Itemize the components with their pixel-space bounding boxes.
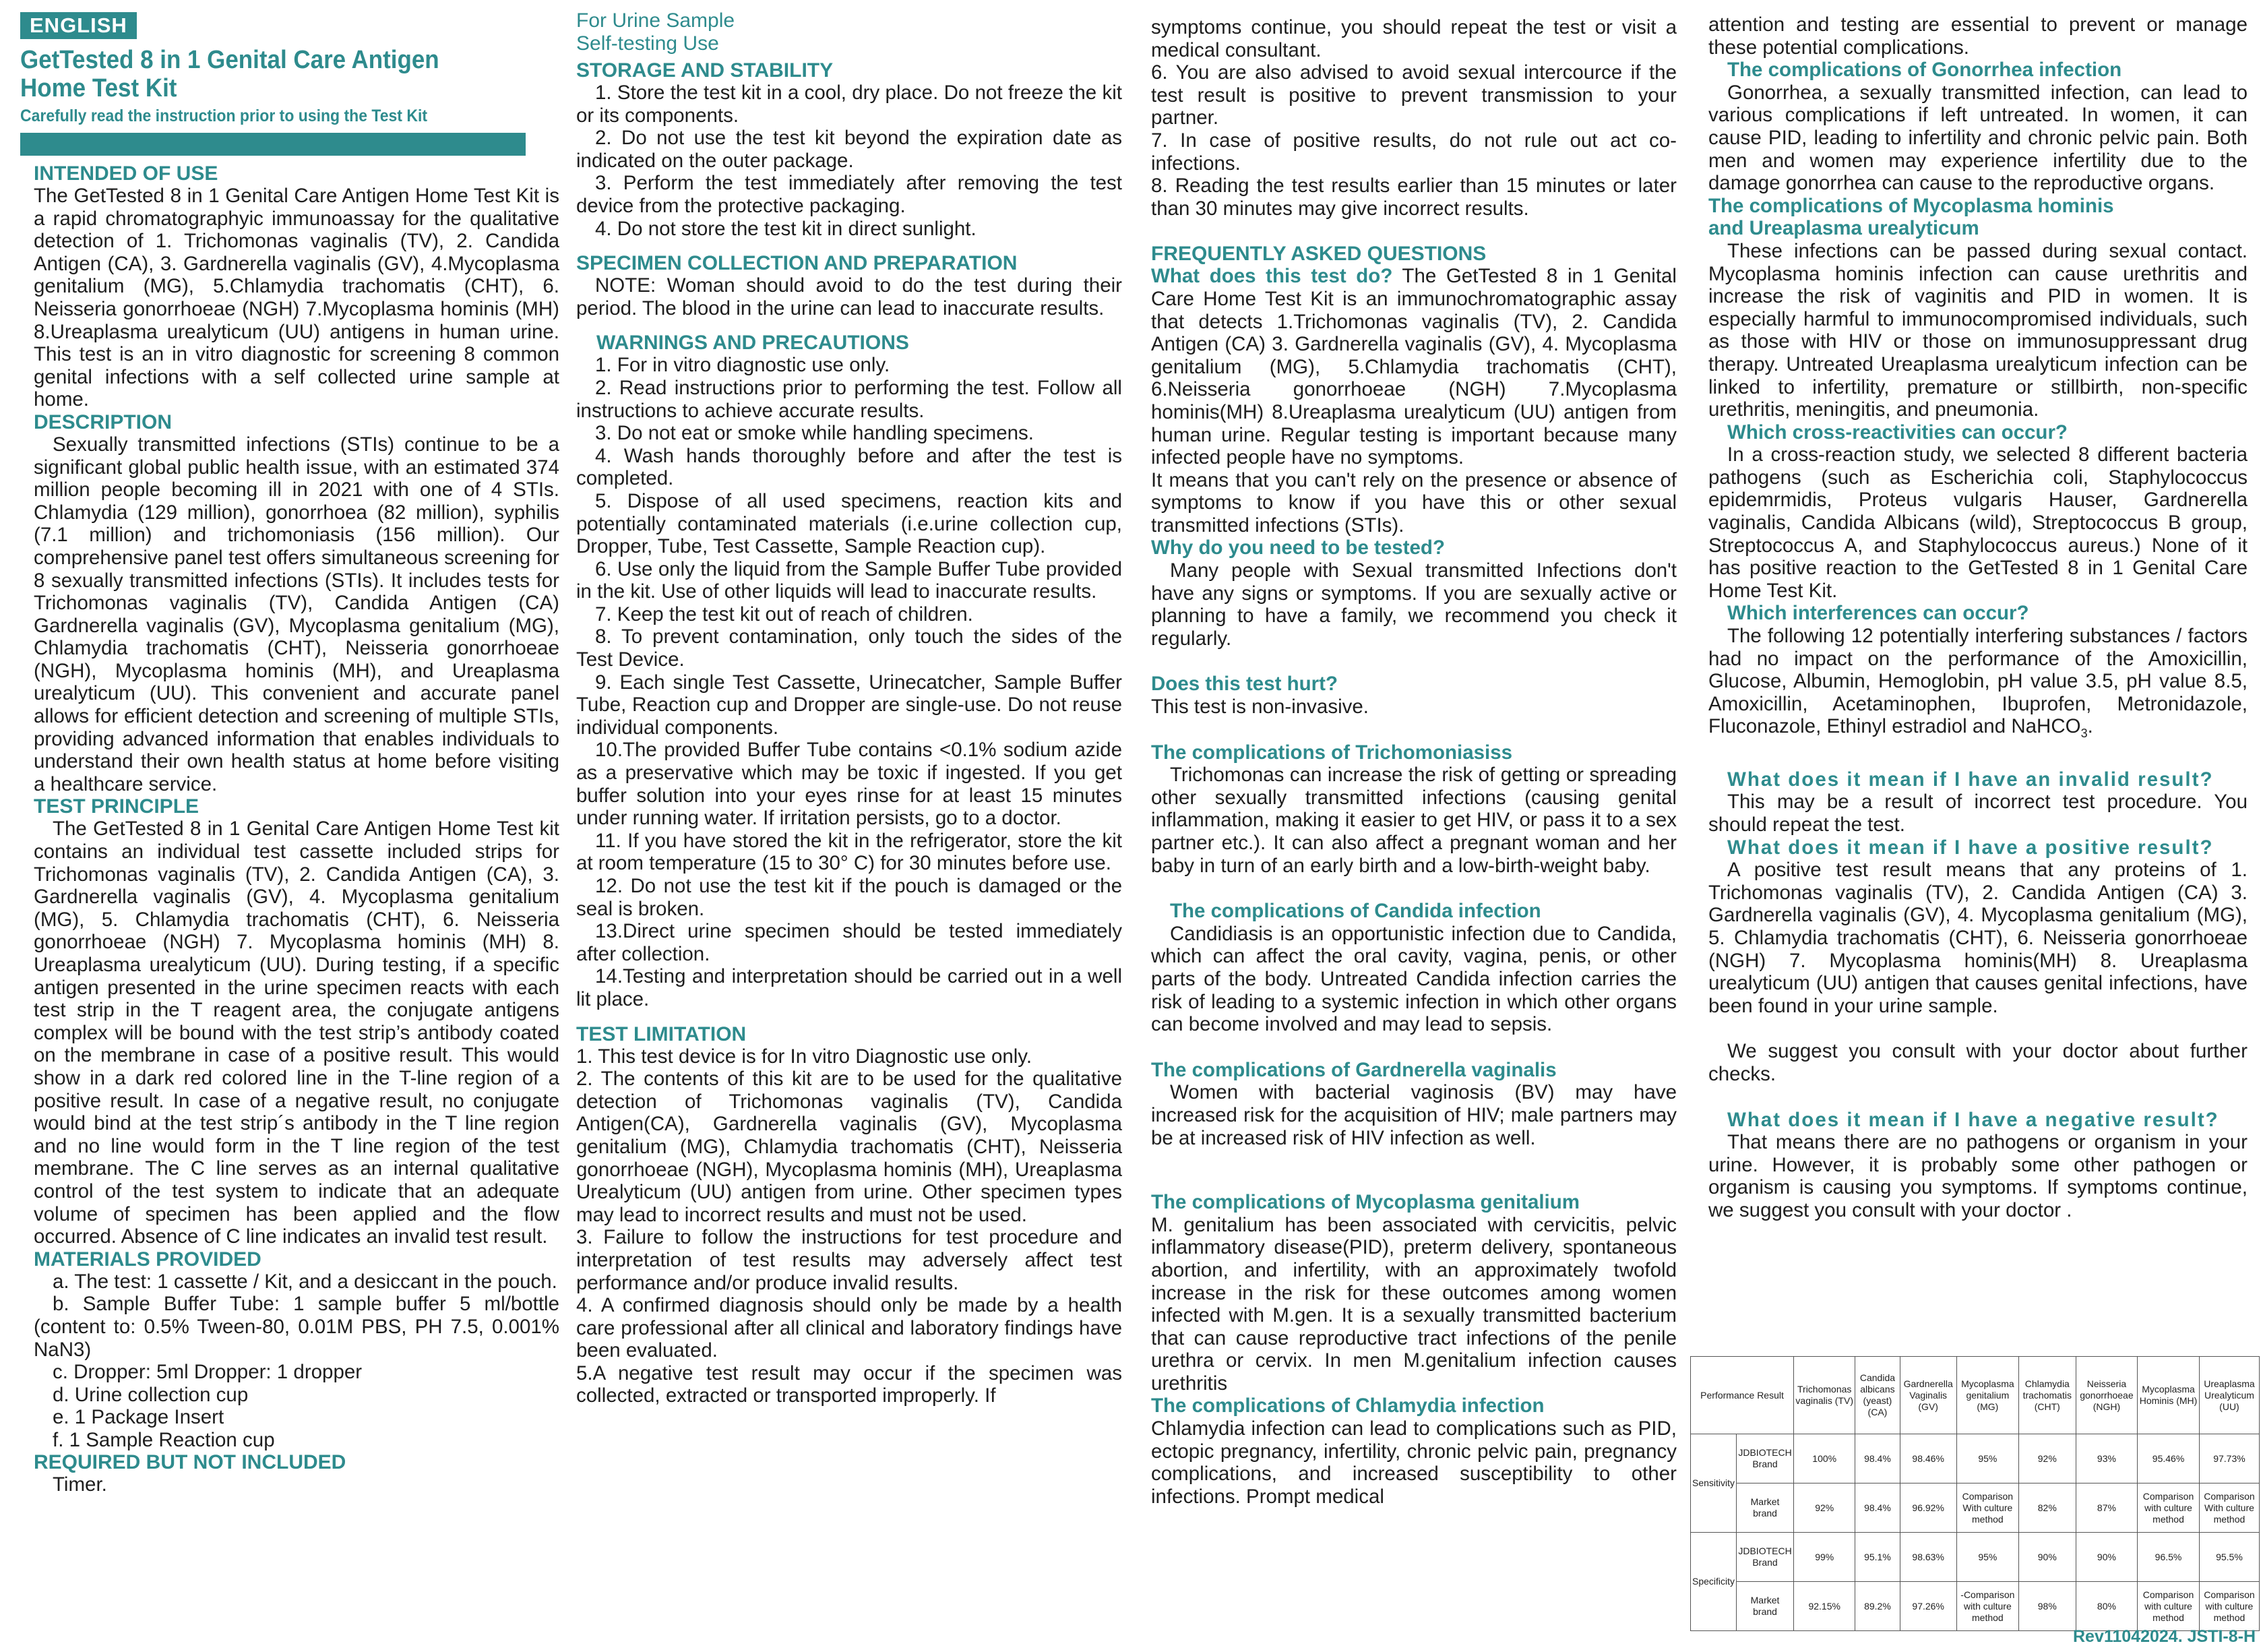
text-gardnerella: Women with bacterial vaginosis (BV) may have increased risk for the acquisition of HIV; male partners may be at increased risk of HIV infection as well. — [1151, 1081, 1677, 1149]
heading-specimen: SPECIMEN COLLECTION AND PREPARATION — [576, 252, 1018, 275]
table-cell: -Comparison with culture method — [1956, 1582, 2018, 1631]
table-cell: 92% — [1794, 1483, 1855, 1533]
text-intended-use: The GetTested 8 in 1 Genital Care Antigen Home Test Kit is a rapid chromatographyic immunoassay for the qualitative detection of 1. Trichomonas vaginalis (TV), 2. Candida Antigen (CA), 3. Gardnerella vaginalis (GV), 4.Mycoplasma genitalium (MG), 5.Chlamydia trachomatis (CHT), 6. Neisseria gonorrhoeae (NGH) 7.Mycoplasma hominis (MH) 8.Ureaplasma urealyticum (UU) antigens in human urine. This test is an in vitro diagnostic for screening 8 common genital infections with a self collected urine sample at home. — [34, 185, 559, 411]
table-cell: Comparison with culture method — [2138, 1582, 2200, 1631]
materials-item: e. 1 Package Insert — [53, 1406, 224, 1429]
heading-mycoplasma-hominis-1: The complications of Mycoplasma hominis — [1708, 194, 2114, 217]
table-column-header: Trichomonas vaginalis (TV) — [1794, 1357, 1855, 1434]
table-cell: 96.5% — [2138, 1533, 2200, 1582]
heading-intended-use: INTENDED OF USE — [34, 162, 218, 185]
text-candida: Candidiasis is an opportunistic infection due to Candida, which can affect the oral cavity, vagina, penis, or other parts of the body. Untreated Candida infection carries the risk of leading to a systemic infection in which other organs can become involved and may lead to sepsis. — [1151, 922, 1677, 1036]
table-cell: 92% — [2018, 1434, 2076, 1483]
table-cell: 98.46% — [1900, 1434, 1956, 1483]
materials-item: d. Urine collection cup — [53, 1383, 249, 1406]
heading-negative-result: What does it mean if I have a negative result? — [1727, 1108, 2219, 1131]
table-cell: 95.5% — [2199, 1533, 2259, 1582]
heading-interferences: Which interferences can occur? — [1727, 602, 2029, 625]
table-cell: 95.46% — [2138, 1434, 2200, 1483]
heading-candida: The complications of Candida infection — [1170, 900, 1541, 923]
heading-materials: MATERIALS PROVIDED — [34, 1248, 261, 1271]
storage-item: 4. Do not store the test kit in direct sunlight. — [595, 217, 977, 240]
warnings-item: 8. To prevent contamination, only touch the sides of the Test Device. — [576, 625, 1122, 671]
table-cell: Comparison With culture method — [2199, 1483, 2259, 1533]
column-1 — [20, 0, 559, 1652]
heading-gonorrhea: The complications of Gonorrhea infection — [1727, 59, 2122, 82]
table-column-header: Chlamydia trachomatis (CHT) — [2018, 1357, 2076, 1434]
heading-invalid-result: What does it mean if I have an invalid result? — [1727, 768, 2214, 791]
heading-mycoplasma-hominis-2: and Ureaplasma urealyticum — [1708, 217, 1979, 240]
heading-faq: FREQUENTLY ASKED QUESTIONS — [1151, 243, 1487, 266]
text-gonorrhea: Gonorrhea, a sexually transmitted infection, can lead to various complications if left untreated. In women, it can cause PID, leading to infertility and chronic pelvic pain. Both men and women may experience infertility due to the damage gonorrhea can cause to the reproductive organs. — [1708, 81, 2248, 195]
faq-answer-2: Many people with Sexual transmitted Infections don't have any signs or symptoms. If you are sexually active or planning to have a family, we recommend you check it regularly. — [1151, 559, 1677, 650]
heading-trichomoniasis: The complications of Trichomoniasiss — [1151, 741, 1513, 764]
warnings-item: 11. If you have stored the kit in the refrigerator, store the kit at room temperature (15 to 30° C) for 30 minutes before use. — [576, 829, 1122, 875]
table-cell: 96.92% — [1900, 1483, 1956, 1533]
text-description: Sexually transmitted infections (STIs) continue to be a significant global public health issue, with an estimated 374 million people becoming ill in 2021 with one of 4 STIs. Chlamydia (129 million), gonorrhoea (82 million), syphilis (7.1 million) and trichomoniasis (156 million). Our comprehensive panel test offers simultaneous screening for 8 sexually transmitted infections (STIs). It includes tests for Trichomonas vaginalis (TV), Candida Antigen (CA) Gardnerella vaginalis (GV), Mycoplasma genitalium (MG), Chlamydia trachomatis (CHT), Neisseria gonorrhoeae (NGH), Mycoplasma hominis (MH), and Ureaplasma urealyticum (UU). This convenient and accurate panel allows for efficient detection and screening of multiple STIs, providing advanced information that enables individuals to understand their own health status at home before visiting a healthcare service. — [34, 433, 559, 795]
heading-gardnerella: The complications of Gardnerella vaginalis — [1151, 1058, 1557, 1081]
text-chlamydia-continued: attention and testing are essential to prevent or manage these potential complications. — [1708, 13, 2248, 59]
heading-cross-reactivity: Which cross-reactivities can occur? — [1727, 421, 2068, 443]
section-intended-use — [20, 162, 559, 1496]
table-column-header: Mycoplasma genitalium (MG) — [1956, 1357, 2018, 1434]
title-divider-bar — [20, 133, 526, 156]
table-cell: Comparison with culture method — [2138, 1483, 2200, 1533]
warnings-item: 9. Each single Test Cassette, Urinecatcher, Sample Buffer Tube, Reaction cup and Dropper are single-use. Do not reuse individual components. — [576, 671, 1122, 739]
revision-code: Rev11042024. JSTI-8-H — [2072, 1627, 2256, 1646]
limitation-item: 7. In case of positive results, do not rule out act co-infections. — [1151, 129, 1677, 175]
table-cell: 90% — [2018, 1533, 2076, 1582]
heading-limitation: TEST LIMITATION — [576, 1022, 747, 1045]
table-cell: 82% — [2018, 1483, 2076, 1533]
warnings-item: 5. Dispose of all used specimens, reaction kits and potentially contaminated materials (i.e.urine collection cup, Dropper, Tube, Test Cassette, Sample Reaction cup). — [576, 489, 1122, 558]
warnings-item: 4. Wash hands thoroughly before and after the test is completed. — [576, 444, 1122, 490]
table-column-header: Candida albicans (yeast) (CA) — [1855, 1357, 1900, 1434]
table-cell: 98.4% — [1855, 1434, 1900, 1483]
table-cell: 97.73% — [2199, 1434, 2259, 1483]
performance-table — [1690, 1356, 2260, 1631]
table-cell: 97.26% — [1900, 1582, 1956, 1631]
title-line-2: Home Test Kit — [20, 74, 177, 102]
table-cell: Comparison With culture method — [1956, 1483, 2018, 1533]
text-trichomoniasis: Trichomonas can increase the risk of getting or spreading other sexually transmitted infections (causing genital inflammation, making it easier to get HIV, or pass it to a sex partner etc.). It can also affect a pregnant woman and her baby in turn of an early birth and a low-birth-weight baby. — [1151, 764, 1677, 877]
language-tag: ENGLISH — [20, 12, 137, 39]
limitation-item: 3. Failure to follow the instructions for test procedure and interpretation of test results may adversely affect test performance and/or produce invalid results. — [576, 1226, 1122, 1294]
text-negative-result: That means there are no pathogens or organism in your urine. However, it is probably some other pathogen or organism is causing you symptoms. If symptoms continue, we suggest you consult with your doctor . — [1708, 1131, 2248, 1221]
table-cell: 95.1% — [1855, 1533, 1900, 1582]
table-column-header: Ureaplasma Urealyticum (UU) — [2199, 1357, 2259, 1434]
text-invalid-result: This may be a result of incorrect test procedure. You should repeat the test. — [1708, 791, 2248, 836]
table-cell: 98.63% — [1900, 1533, 1956, 1582]
column-2 — [576, 0, 1122, 1652]
table-cell: 80% — [2076, 1582, 2137, 1631]
warnings-item: 1. For in vitro diagnostic use only. — [595, 354, 890, 377]
text-chlamydia: Chlamydia infection can lead to complications such as PID, ectopic pregnancy, infertility, chronic pelvic pain, pregnancy complications, and increased susceptibility to other infections. Prompt medical — [1151, 1417, 1677, 1508]
warnings-item: 2. Read instructions prior to performing the test. Follow all instructions to achieve accurate results. — [576, 376, 1122, 422]
title-line-1: GetTested 8 in 1 Genital Care Antigen — [20, 46, 439, 74]
faq-question-2: Why do you need to be tested? — [1151, 537, 1445, 559]
text-cross-reactivity: In a cross-reaction study, we selected 8 different bacteria pathogens (such as Escherichia coli, Staphylococcus epidemrmidis, Proteus vulgaris Hauser, Gardnerella vaginalis, Candida Albicans (wild), Streptococcus B group, Streptococcus A, and Staphylococcus aureus.) None of it has positive reaction to the GetTested 8 in 1 Genital Care Home Test Kit. — [1708, 443, 2248, 602]
table-cell: 99% — [1794, 1533, 1855, 1582]
materials-item: b. Sample Buffer Tube: 1 sample buffer 5 ml/bottle (content to: 0.5% Tween-80, 0.01M PBS, PH 7.5, 0.001% NaN3) — [34, 1293, 559, 1361]
table-brand-cell: Market brand — [1737, 1582, 1794, 1631]
materials-item: a. The test: 1 cassette / Kit, and a desiccant in the pouch. — [53, 1270, 557, 1293]
table-cell: 90% — [2076, 1533, 2137, 1582]
table-cell: 89.2% — [1855, 1582, 1900, 1631]
limitation-item: 5.A negative test result may occur if the specimen was collected, extracted or transported improperly. If — [576, 1362, 1122, 1407]
table-group-label: Specificity — [1691, 1533, 1737, 1631]
warnings-item: 14.Testing and interpretation should be carried out in a well lit place. — [576, 965, 1122, 1010]
limitation-item: 6. You are also advised to avoid sexual intercource if the test result is positive to prevent transmission to your partner. — [1151, 61, 1677, 129]
subscript-3: 3 — [2080, 727, 2088, 741]
table-row — [1691, 1533, 2260, 1582]
faq-answer-1-text: The GetTested 8 in 1 Genital Care Home Test Kit is an immunochromatographic assay that detects 1.Trichomonas vaginalis (TV), 2. Candida Antigen (CA) 3. Gardnerella vaginalis (GV), 4. Mycoplasma genitalium (MG), 5.Chlamydia trachomatis (CHT), 6.Neisseria gonorrhoeae (NGH) 7.Mycoplasma hominis(MH) 8.Ureaplasma urealyticum (UU) antigen from human urine. Regular testing is important because many infected people have no symptoms. — [1151, 265, 1677, 469]
table-brand-cell: JDBIOTECH Brand — [1737, 1533, 1794, 1582]
warnings-item: 13.Direct urine specimen should be tested immediately after collection. — [576, 920, 1122, 965]
table-cell: 92.15% — [1794, 1582, 1855, 1631]
text-interferences — [1708, 625, 2248, 745]
warnings-item: 7. Keep the test kit out of reach of children. — [595, 603, 973, 625]
heading-storage: STORAGE AND STABILITY — [576, 59, 834, 82]
text-interferences-body: The following 12 potentially interfering substances / factors had no impact on the performance of the Amoxicillin, Glucose, Albumin, Hemoglobin, pH value 3.5, pH value 8.5, Amoxicillin, Acetaminophen, Ibuprofen, Metronidazole, Fluconazole, Ethinyl estradiol and NaHCO — [1708, 625, 2248, 738]
text-positive-result: A positive test result means that any proteins of 1. Trichomonas vaginalis (TV), 2. Candida Antigen (CA) 3. Gardnerella vaginalis (GV), 4. Mycoplasma genitalium (MG), 5. Chlamydia trachomatis (CHT), 6. Neisseria gonorrhoeae (NGH) 7. Mycoplasma hominis(MH) 8. Ureaplasma urealyticum (UU) antigen that causes genital infections, have been found in your urine sample. — [1708, 859, 2248, 1017]
heading-description: DESCRIPTION — [34, 410, 173, 433]
heading-positive-result: What does it mean if I have a positive result? — [1727, 836, 2214, 859]
heading-mycoplasma-genitalium: The complications of Mycoplasma genitalium — [1151, 1191, 1580, 1214]
text-interferences-end: . — [2087, 715, 2093, 738]
heading-test-principle: TEST PRINCIPLE — [34, 795, 199, 818]
table-row — [1691, 1483, 2260, 1533]
text-required: Timer. — [53, 1473, 107, 1496]
table-cell: 98.4% — [1855, 1483, 1900, 1533]
storage-item: 2. Do not use the test kit beyond the expiration date as indicated on the outer package. — [576, 127, 1122, 172]
table-header-row — [1691, 1357, 2260, 1434]
usage-note — [576, 9, 1122, 55]
warnings-item: 12. Do not use the test kit if the pouch is damaged or the seal is broken. — [576, 875, 1122, 920]
table-cell: 95% — [1956, 1533, 2018, 1582]
table-brand-cell: JDBIOTECH Brand — [1737, 1434, 1794, 1483]
heading-required: REQUIRED BUT NOT INCLUDED — [34, 1451, 346, 1474]
document-title — [20, 46, 516, 102]
text-limitation-continued: symptoms continue, you should repeat the test or visit a medical consultant. — [1151, 16, 1677, 61]
table-brand-cell: Market brand — [1737, 1483, 1794, 1533]
faq-answer-1b: It means that you can't rely on the presence or absence of symptoms to know if you have this or other sexual transmitted infections (STIs). — [1151, 468, 1677, 537]
table-cell: 98% — [2018, 1582, 2076, 1631]
text-suggest: We suggest you consult with your doctor about further checks. — [1708, 1040, 2248, 1086]
storage-item: 1. Store the test kit in a cool, dry place. Do not freeze the kit or its components. — [576, 82, 1122, 127]
storage-item: 3. Perform the test immediately after removing the test device from the protective packaging. — [576, 172, 1122, 217]
text-mycoplasma-hominis: These infections can be passed during sexual contact. Mycoplasma hominis infection can cause urethritis and increase the risk of vaginitis and PID in women. It is especially harmful to immunocompromised individuals, such as those with HIV or those on immunosuppressant drug therapy. Untreated Ureaplasma urealyticum infection can be linked to infertility, premature or stillbirth, non-specific urethritis, meningitis, and pneumonia. — [1708, 239, 2248, 421]
table-column-header: Gardnerella Vaginalis (GV) — [1900, 1357, 1956, 1434]
table-row — [1691, 1434, 2260, 1483]
column-3 — [1151, 0, 1677, 1652]
text-test-principle: The GetTested 8 in 1 Genital Care Antigen Home Test kit contains an individual test cassette included strips for Trichomonas vaginalis (TV), 2. Candida Antigen (CA), 3. Gardnerella vaginalis (GV), 4. Mycoplasma genitalium (MG), 5. Chlamydia trachomatis (CHT), 6. Neisseria gonorrhoeae (NGH) 7. Mycoplasma hominis (MH) 8. Ureaplasma urealyticum (UU). During testing, if a specific antigen presented in the urine specimen reacts with each test strip in the T reagent area, the conjugate antigens complex will be bound with the test strip’s antibody coated on the membrane in case of a positive result. This would show in a dark red colored line in the T-line region of a positive result. In case of a negative result, no conjugate would bind at the test strip´s antibody in the T line region and no line would form in the T line region of the test membrane. The C line serves as an internal qualitative control of the test system to indicate that an adequate volume of specimen has been applied and the flow occurred. Absence of C line indicates an invalid test result. — [34, 818, 559, 1248]
faq-question-1: What does this test do? — [1151, 265, 1393, 288]
usage-line-2: Self-testing Use — [576, 32, 719, 55]
table-column-header: Neisseria gonorrhoeae (NGH) — [2076, 1357, 2137, 1434]
warnings-item: 3. Do not eat or smoke while handling specimens. — [595, 422, 1034, 445]
faq-question-3: Does this test hurt? — [1151, 673, 1338, 696]
materials-item: c. Dropper: 5ml Dropper: 1 dropper — [53, 1361, 363, 1384]
table-cell: 100% — [1794, 1434, 1855, 1483]
table-cell: 87% — [2076, 1483, 2137, 1533]
text-specimen: NOTE: Woman should avoid to do the test during their period. The blood in the urine can lead to inaccurate results. — [576, 274, 1122, 319]
table-cell: Comparison with culture method — [2199, 1582, 2259, 1631]
heading-warnings: WARNINGS AND PRECAUTIONS — [596, 332, 909, 355]
materials-item: f. 1 Sample Reaction cup — [53, 1428, 275, 1451]
limitation-item: 2. The contents of this kit are to be used for the qualitative detection of Trichomonas vaginalis (TV), Candida Antigen(CA), Gardnerella vaginalis (GV), Mycoplasma genitalium (MG), Chlamydia trachomatis (CHT), Neisseria gonorrhoeae (NGH), Mycoplasma hominis (MH), Ureaplasma Urealyticum (UU) antigen from urine. Other specimen types may lead to incorrect results and must not be used. — [576, 1068, 1122, 1226]
instruction-note: Carefully read the instruction prior to using the Test Kit — [20, 106, 428, 125]
table-group-label: Sensitivity — [1691, 1434, 1737, 1533]
table-cell: 93% — [2076, 1434, 2137, 1483]
table-cell: 95% — [1956, 1434, 2018, 1483]
limitation-item: 4. A confirmed diagnosis should only be made by a health care professional after all clinical and laboratory findings have been evaluated. — [576, 1294, 1122, 1362]
warnings-item: 10.The provided Buffer Tube contains <0.1% sodium azide as a preservative which may be toxic if ingested. If you get buffer solution into your eyes rinse for at least 15 minutes under running water. If irritation persists, go to a doctor. — [576, 739, 1122, 830]
table-row — [1691, 1582, 2260, 1631]
faq-answer-1 — [1151, 265, 1677, 468]
usage-line-1: For Urine Sample — [576, 9, 735, 32]
table-column-header: Mycoplasma Hominis (MH) — [2138, 1357, 2200, 1434]
faq-answer-3: This test is non-invasive. — [1151, 696, 1369, 718]
text-mycoplasma-genitalium: M. genitalium has been associated with cervicitis, pelvic inflammatory disease(PID), preterm delivery, spontaneous abortion, and infertility, with an approximately twofold increase in the risk for these outcomes among women infected with M.gen. It is a sexually transmitted bacterium that can cause reproductive tract infections of the penile urethra or cervix. In men M.genitalium infection causes urethritis — [1151, 1213, 1677, 1395]
heading-chlamydia: The complications of Chlamydia infection — [1151, 1395, 1545, 1417]
limitation-item: 1. This test device is for In vitro Diagnostic use only. — [576, 1045, 1032, 1068]
table-header-label: Performance Result — [1691, 1357, 1794, 1434]
warnings-item: 6. Use only the liquid from the Sample Buffer Tube provided in the kit. Use of other liquids will lead to inaccurate results. — [576, 557, 1122, 603]
limitation-item: 8. Reading the test results earlier than 15 minutes or later than 30 minutes may give incorrect results. — [1151, 175, 1677, 220]
